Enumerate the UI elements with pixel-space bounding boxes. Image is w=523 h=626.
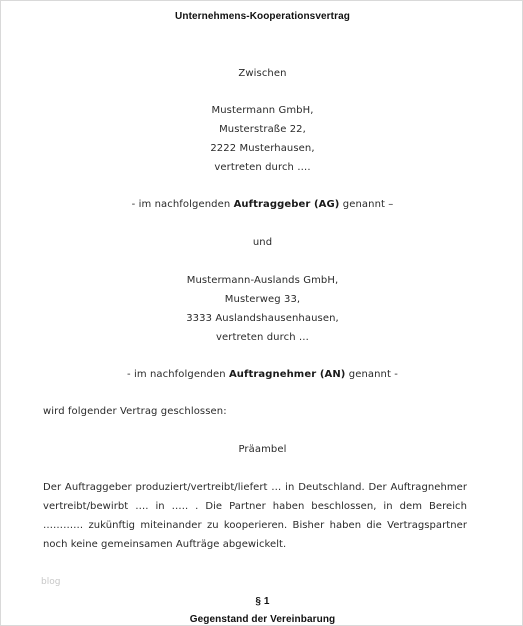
party2-street: Musterweg 33,: [224, 294, 301, 305]
party1-street: Musterstraße 22,: [219, 124, 306, 135]
party1-role-prefix: - im nachfolgenden: [131, 199, 234, 210]
party1-role-suffix: genannt –: [339, 199, 394, 210]
party1-city: 2222 Musterhausen,: [210, 143, 315, 154]
document-title: Unternehmens-Kooperationsvertrag: [175, 11, 350, 22]
party2-represented: vertreten durch …: [215, 332, 310, 343]
party1-represented: vertreten durch ….: [214, 162, 311, 173]
section-title: Gegenstand der Vereinbarung: [189, 614, 336, 625]
preamble-paragraph: Der Auftraggeber produziert/vertreibt/liefert … in Deutschland. Der Auftragnehmer vertreibt/bewirbt …. in ….. . Die Partner haben beschlossen, in dem Bereich ………… zukünftig miteinander zu kooperieren. Bisher haben die Vertragspartner noch keine gemeinsamen Aufträge abgewickelt.: [43, 482, 467, 550]
party1-role-line: [1, 198, 523, 211]
party2-city: 3333 Auslandshausenhausen,: [186, 313, 339, 324]
party2-role-prefix: - im nachfolgenden: [126, 369, 229, 380]
party1-name: Mustermann GmbH,: [211, 105, 314, 116]
party2-role: Auftragnehmer (AN): [228, 369, 346, 380]
party2-name: Mustermann-Auslands GmbH,: [186, 275, 339, 286]
between-label: Zwischen: [238, 68, 287, 79]
party2-role-line: [1, 368, 523, 381]
section-number: § 1: [255, 596, 270, 607]
party2-role-suffix: genannt -: [345, 369, 398, 380]
preamble-heading: Präambel: [238, 444, 287, 455]
and-label: und: [252, 237, 273, 248]
blog-watermark: blog: [41, 577, 61, 587]
party1-role: Auftraggeber (AG): [233, 199, 340, 210]
contract-intro: wird folgender Vertrag geschlossen:: [43, 406, 227, 417]
